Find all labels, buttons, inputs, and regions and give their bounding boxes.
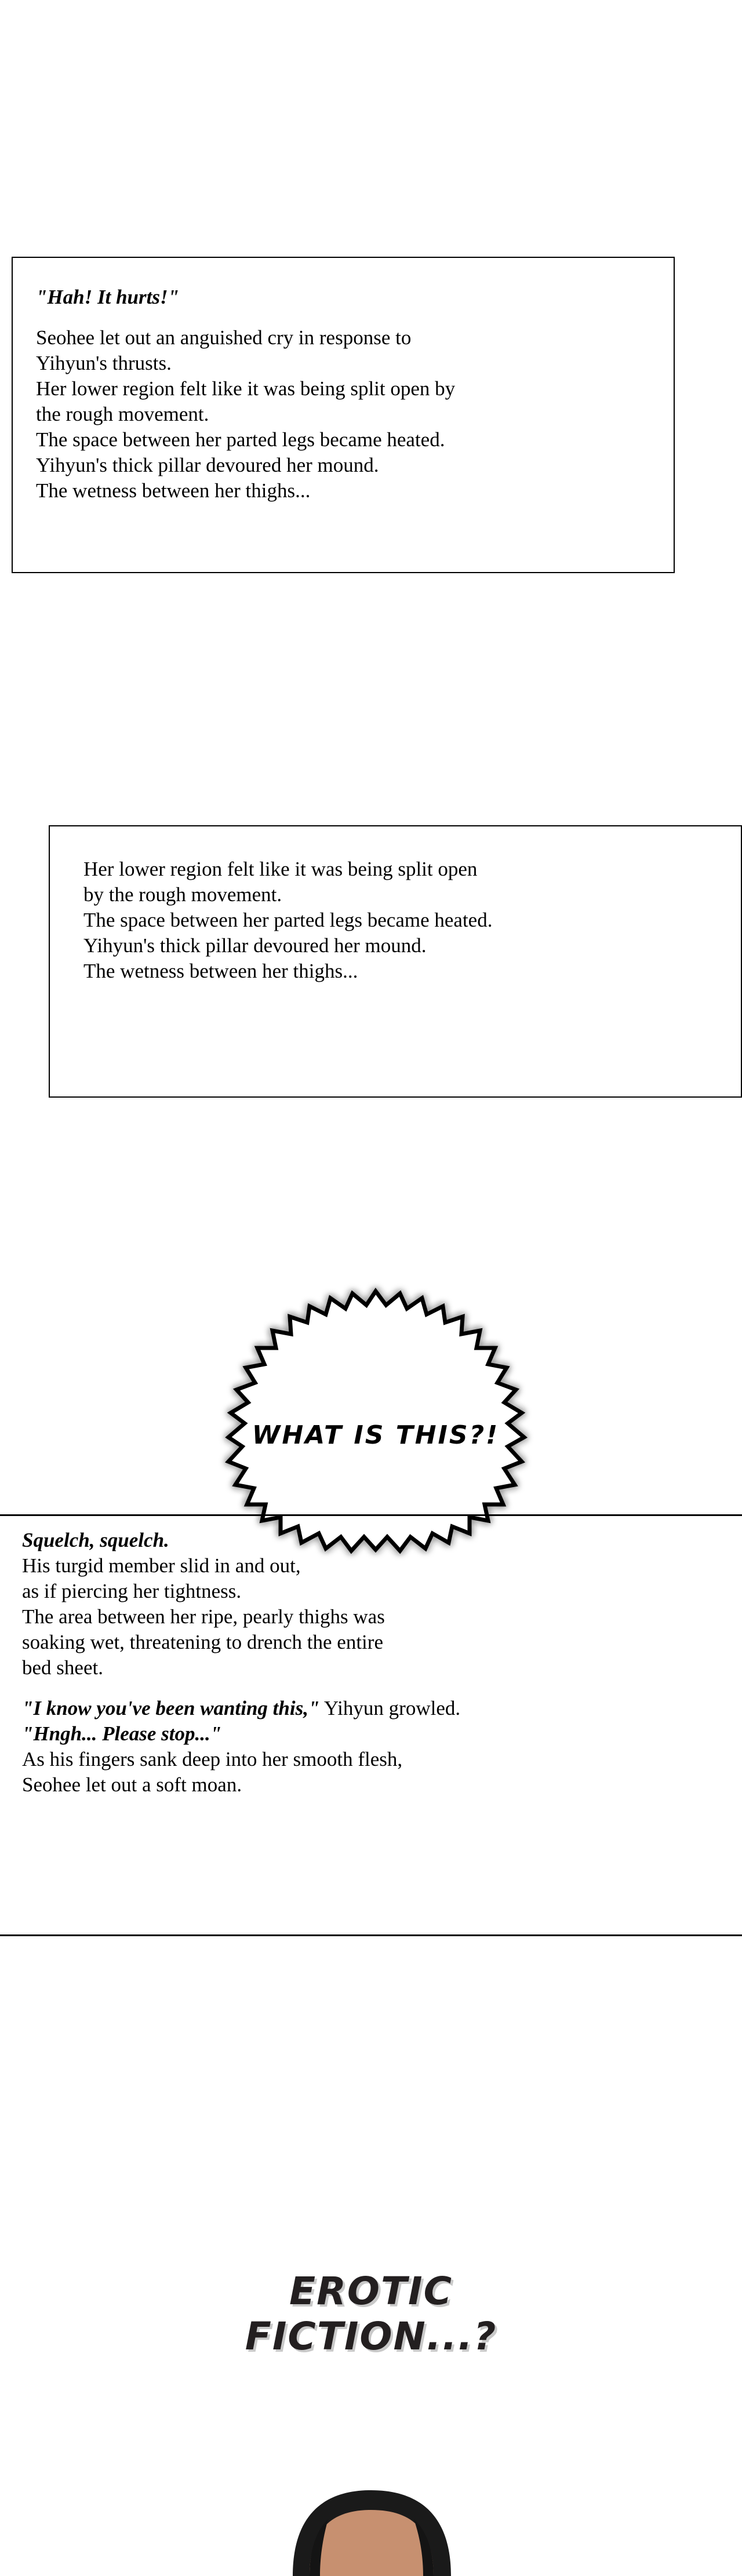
panel-one-line-9: The wetness between her thighs... (36, 479, 311, 502)
narration-block (22, 1528, 718, 1798)
text-panel-two (49, 825, 742, 1098)
narration-line-5: soaking wet, threatening to drench the entire (22, 1631, 383, 1653)
narration-line-4: The area between her ripe, pearly thighs was (22, 1605, 385, 1628)
panel-one-line-1: "Hah! It hurts!" (36, 286, 180, 308)
panel-divider-bottom (0, 1934, 742, 1936)
narration-spacer (22, 1681, 718, 1696)
panel-divider-top (0, 1514, 742, 1516)
panel-one-line-3: Seohee let out an anguished cry in response to (36, 326, 412, 349)
panel-one-line-6: the rough movement. (36, 403, 209, 425)
panel-one-line-8: Yihyun's thick pillar devoured her mound. (36, 454, 379, 476)
narration-line-11: Seohee let out a soft moan. (22, 1773, 242, 1796)
panel-two-line-2: by the rough movement. (83, 883, 282, 906)
title-text (0, 2269, 742, 2359)
narration-line-6: bed sheet. (22, 1656, 103, 1679)
panel-one-line-5: Her lower region felt like it was being split open by (36, 377, 456, 400)
panel-two-line-4: Yihyun's thick pillar devoured her mound. (83, 934, 427, 957)
panel-two-line-5: The wetness between her thighs... (83, 960, 358, 982)
narration-line-1: Squelch, squelch. (22, 1529, 169, 1551)
text-panel-one (12, 257, 675, 573)
panel-one-line-7: The space between her parted legs became heated. (36, 428, 445, 451)
panel-one-spacer (36, 310, 650, 325)
title-line-2: FICTION...? (245, 2314, 497, 2359)
panel-two-line-1: Her lower region felt like it was being split open (83, 858, 478, 880)
panel-one-line-4: Yihyun's thrusts. (36, 352, 172, 374)
character-illustration (0, 2490, 742, 2576)
narration-line-8-attribution: Yihyun growled. (319, 1697, 461, 1719)
shout-bubble-text: WHAT IS THIS?! (252, 1420, 500, 1450)
narration-line-3: as if piercing her tightness. (22, 1580, 242, 1602)
narration-line-9: "Hngh... Please stop..." (22, 1722, 222, 1745)
narration-line-2: His turgid member slid in and out, (22, 1554, 301, 1577)
title-line-1: EROTIC (289, 2269, 453, 2313)
narration-line-10: As his fingers sank deep into her smooth flesh, (22, 1748, 403, 1770)
panel-two-line-3: The space between her parted legs became heated. (83, 909, 493, 931)
narration-line-8 (22, 1696, 718, 1721)
narration-line-8-quote: "I know you've been wanting this," (22, 1697, 320, 1719)
